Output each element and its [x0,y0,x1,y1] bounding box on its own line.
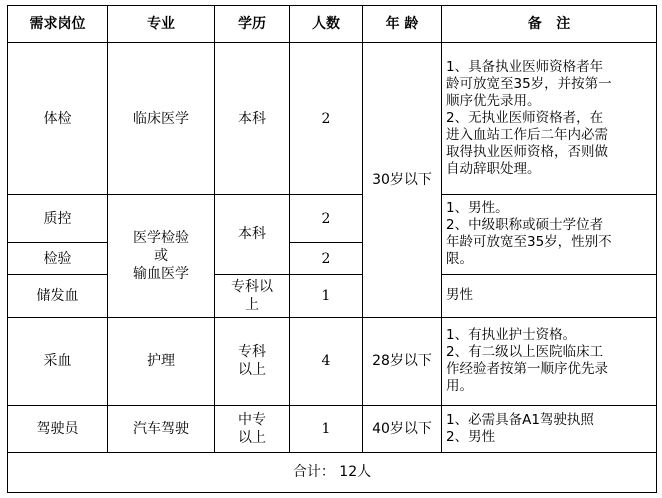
education-line: 专科 [238,344,266,361]
recruitment-table [7,5,657,493]
table-row [8,195,657,243]
note-line: 用。 [446,378,473,395]
note-line: 龄可放宽至35岁，并按第一 [446,76,612,93]
cell-age: 30岁以下 [363,43,442,318]
major-line: 或 [154,247,168,264]
note-line: 取得执业医师资格，否则做 [446,144,608,161]
table-row [8,317,657,405]
education-line: 以上 [238,429,266,446]
cell-notes [442,405,657,452]
note-line: 进入血站工作后二年内必需 [446,127,608,144]
note-line: 2、中级职称或硕士学位者 [446,217,604,234]
note-line: 1、有执业护士资格。 [446,327,577,344]
cell-age: 40岁以下 [363,405,442,452]
cell-count: 2 [290,243,363,274]
note-line: 1、具备执业医师资格者年 [446,59,604,76]
cell-education [215,405,290,452]
education-line: 上 [245,296,259,313]
total-row [8,452,657,492]
cell-age: 28岁以下 [363,317,442,405]
header-major: 专业 [108,6,215,43]
header-position: 需求岗位 [8,6,108,43]
note-line: 限。 [446,251,473,268]
header-count: 人数 [290,6,363,43]
education-line: 专科以 [231,278,273,295]
major-line: 输血医学 [133,265,189,282]
major-line: 医学检验 [133,229,189,246]
note-line: 1、男性。 [446,200,509,217]
note-line: 自动辞职处理。 [446,161,541,178]
header-notes: 备 注 [442,6,657,43]
cell-count: 2 [290,195,363,243]
cell-position: 采血 [8,317,108,405]
cell-education [215,274,290,317]
cell-education: 本科 [215,195,290,274]
cell-notes [442,43,657,195]
cell-education [215,317,290,405]
note-line: 年龄可放宽至35岁，性别不 [446,234,612,251]
cell-notes [442,195,657,274]
cell-major: 临床医学 [108,43,215,195]
cell-position: 体检 [8,43,108,195]
note-line: 2、有二级以上医院临床工 [446,344,604,361]
note-line: 2、无执业医师资格者，在 [446,110,604,127]
cell-count: 4 [290,317,363,405]
cell-major: 汽车驾驶 [108,405,215,452]
cell-education: 本科 [215,43,290,195]
table-row [8,405,657,452]
cell-count: 2 [290,43,363,195]
cell-position: 储发血 [8,274,108,317]
cell-notes [442,317,657,405]
table-row [8,43,657,195]
cell-notes [442,274,657,317]
note-line: 1、必需具备A1驾驶执照 [446,411,594,428]
education-line: 以上 [238,362,266,379]
cell-count: 1 [290,274,363,317]
education-line: 中专 [238,411,266,428]
table-row [8,274,657,317]
header-education: 学历 [215,6,290,43]
total-cell: 合计： 12人 [8,452,657,492]
note-line: 作经验者按第一顺序优先录 [446,361,608,378]
cell-major [108,195,215,317]
cell-position: 驾驶员 [8,405,108,452]
table-header-row [8,6,657,43]
cell-major: 护理 [108,317,215,405]
note-line: 顺序优先录用。 [446,93,541,110]
cell-count: 1 [290,405,363,452]
header-age: 年 龄 [363,6,442,43]
note-line: 男性 [446,287,473,304]
cell-position: 检验 [8,243,108,274]
cell-position: 质控 [8,195,108,243]
note-line: 2、男性 [446,428,496,445]
